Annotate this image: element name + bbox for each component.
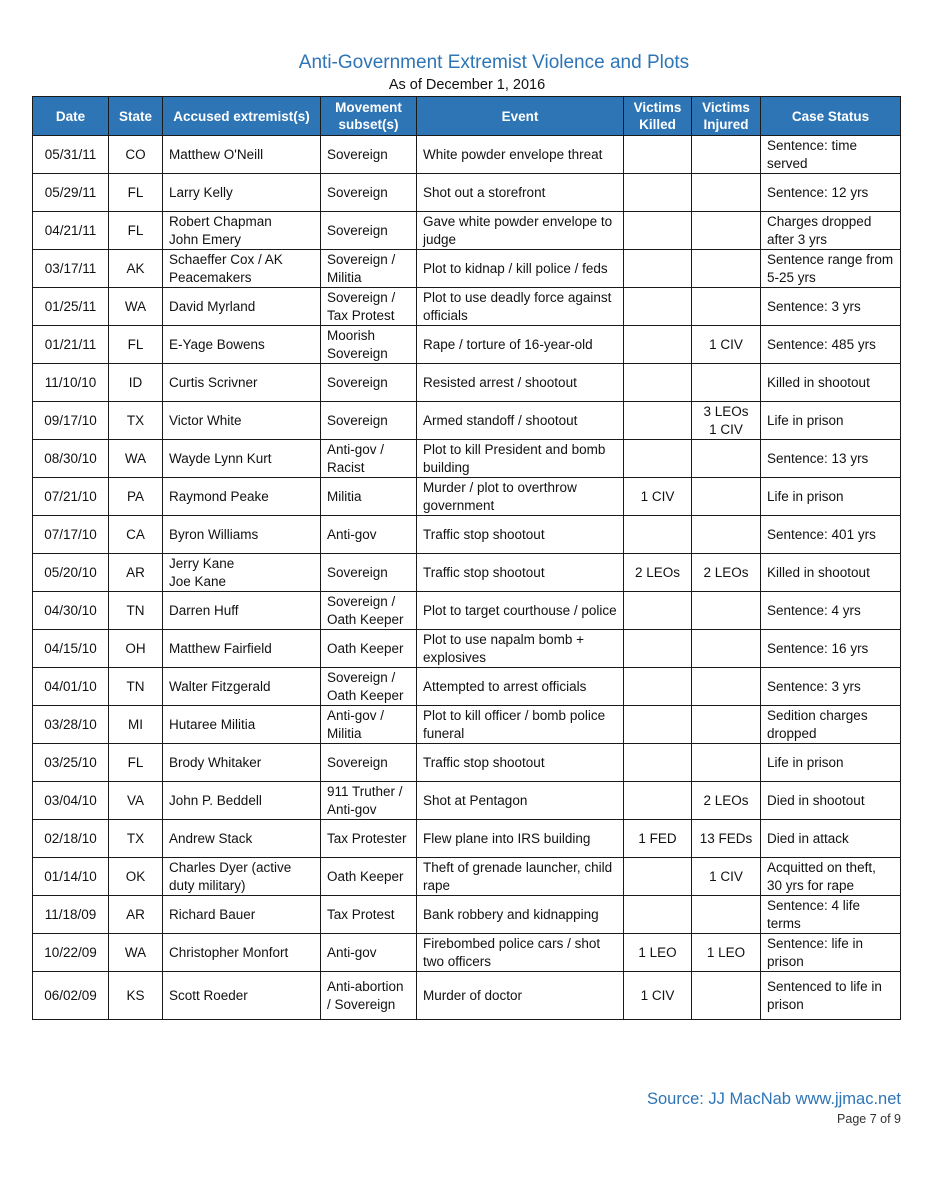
victims-killed-cell: 1 CIV — [624, 478, 692, 516]
victims-killed-cell — [624, 326, 692, 364]
header-date: Date — [33, 97, 109, 136]
victims-killed-cell — [624, 706, 692, 744]
movement-cell: Sovereign / Oath Keeper — [321, 668, 417, 706]
victims-injured-cell: 1 LEO — [692, 934, 761, 972]
victims-injured-cell — [692, 364, 761, 402]
movement-cell: Sovereign — [321, 174, 417, 212]
table-row — [33, 554, 901, 592]
date-cell: 11/10/10 — [33, 364, 109, 402]
state-cell: WA — [109, 440, 163, 478]
state-cell: CA — [109, 516, 163, 554]
state-cell: CO — [109, 136, 163, 174]
movement-cell: Sovereign — [321, 554, 417, 592]
event-cell: Shot out a storefront — [417, 174, 624, 212]
movement-cell: Sovereign — [321, 402, 417, 440]
state-cell: OK — [109, 858, 163, 896]
victims-killed-cell — [624, 630, 692, 668]
table-row — [33, 174, 901, 212]
event-cell: Attempted to arrest officials — [417, 668, 624, 706]
date-cell: 04/21/11 — [33, 212, 109, 250]
event-cell: Traffic stop shootout — [417, 554, 624, 592]
table-row — [33, 934, 901, 972]
state-cell: OH — [109, 630, 163, 668]
accused-cell: Schaeffer Cox / AK Peacemakers — [163, 250, 321, 288]
event-cell: White powder envelope threat — [417, 136, 624, 174]
state-cell: FL — [109, 326, 163, 364]
case-status-cell: Killed in shootout — [761, 554, 901, 592]
state-cell: WA — [109, 288, 163, 326]
movement-cell: Militia — [321, 478, 417, 516]
event-cell: Rape / torture of 16-year-old — [417, 326, 624, 364]
date-cell: 05/29/11 — [33, 174, 109, 212]
event-cell: Theft of grenade launcher, child rape — [417, 858, 624, 896]
document-subtitle: As of December 1, 2016 — [388, 77, 546, 93]
incidents-table — [32, 96, 901, 1020]
victims-killed-cell: 1 FED — [624, 820, 692, 858]
victims-injured-cell — [692, 668, 761, 706]
table-row — [33, 402, 901, 440]
victims-killed-cell — [624, 896, 692, 934]
victims-killed-cell: 1 LEO — [624, 934, 692, 972]
accused-cell: Charles Dyer (active duty military) — [163, 858, 321, 896]
victims-killed-cell — [624, 288, 692, 326]
accused-cell: Victor White — [163, 402, 321, 440]
case-status-cell: Died in attack — [761, 820, 901, 858]
victims-killed-cell: 2 LEOs — [624, 554, 692, 592]
accused-cell: Curtis Scrivner — [163, 364, 321, 402]
header-state: State — [109, 97, 163, 136]
state-cell: ID — [109, 364, 163, 402]
date-cell: 08/30/10 — [33, 440, 109, 478]
movement-cell: Moorish Sovereign — [321, 326, 417, 364]
date-cell: 02/18/10 — [33, 820, 109, 858]
victims-killed-cell — [624, 174, 692, 212]
table-row — [33, 250, 901, 288]
movement-cell: Tax Protester — [321, 820, 417, 858]
case-status-cell: Sentence: 3 yrs — [761, 288, 901, 326]
victims-injured-cell — [692, 136, 761, 174]
victims-injured-cell: 13 FEDs — [692, 820, 761, 858]
accused-cell: Byron Williams — [163, 516, 321, 554]
accused-cell: Jerry Kane Joe Kane — [163, 554, 321, 592]
date-cell: 01/21/11 — [33, 326, 109, 364]
state-cell: PA — [109, 478, 163, 516]
table-row — [33, 820, 901, 858]
movement-cell: Sovereign — [321, 212, 417, 250]
movement-cell: Anti-gov — [321, 516, 417, 554]
event-cell: Plot to kidnap / kill police / feds — [417, 250, 624, 288]
victims-killed-cell — [624, 782, 692, 820]
table-row — [33, 858, 901, 896]
event-cell: Bank robbery and kidnapping — [417, 896, 624, 934]
case-status-cell: Sentence range from 5-25 yrs — [761, 250, 901, 288]
case-status-cell: Life in prison — [761, 402, 901, 440]
state-cell: TN — [109, 668, 163, 706]
accused-cell: David Myrland — [163, 288, 321, 326]
event-cell: Plot to kill officer / bomb police funeral — [417, 706, 624, 744]
movement-cell: Anti-gov / Racist — [321, 440, 417, 478]
movement-cell: 911 Truther / Anti-gov — [321, 782, 417, 820]
table-row — [33, 440, 901, 478]
victims-killed-cell — [624, 136, 692, 174]
table-header-row — [33, 97, 901, 136]
accused-cell: Hutaree Militia — [163, 706, 321, 744]
event-cell: Plot to kill President and bomb building — [417, 440, 624, 478]
movement-cell: Sovereign — [321, 136, 417, 174]
state-cell: FL — [109, 744, 163, 782]
victims-injured-cell — [692, 478, 761, 516]
accused-cell: Matthew Fairfield — [163, 630, 321, 668]
accused-cell: Walter Fitzgerald — [163, 668, 321, 706]
header-event: Event — [417, 97, 624, 136]
victims-killed-cell — [624, 250, 692, 288]
table-row — [33, 744, 901, 782]
victims-killed-cell — [624, 212, 692, 250]
header-victims-killed: Victims Killed — [624, 97, 692, 136]
accused-cell: Darren Huff — [163, 592, 321, 630]
date-cell: 03/25/10 — [33, 744, 109, 782]
date-cell: 01/25/11 — [33, 288, 109, 326]
case-status-cell: Sentence: 3 yrs — [761, 668, 901, 706]
victims-injured-cell — [692, 440, 761, 478]
victims-injured-cell — [692, 288, 761, 326]
accused-cell: Brody Whitaker — [163, 744, 321, 782]
accused-cell: Raymond Peake — [163, 478, 321, 516]
header-accused: Accused extremist(s) — [163, 97, 321, 136]
case-status-cell: Died in shootout — [761, 782, 901, 820]
state-cell: AK — [109, 250, 163, 288]
victims-injured-cell: 1 CIV — [692, 858, 761, 896]
accused-cell: Larry Kelly — [163, 174, 321, 212]
event-cell: Flew plane into IRS building — [417, 820, 624, 858]
victims-injured-cell — [692, 250, 761, 288]
movement-cell: Oath Keeper — [321, 858, 417, 896]
state-cell: VA — [109, 782, 163, 820]
date-cell: 03/04/10 — [33, 782, 109, 820]
table-row — [33, 364, 901, 402]
victims-killed-cell — [624, 402, 692, 440]
victims-killed-cell — [624, 858, 692, 896]
date-cell: 04/15/10 — [33, 630, 109, 668]
victims-injured-cell — [692, 972, 761, 1020]
case-status-cell: Sentence: 16 yrs — [761, 630, 901, 668]
state-cell: TX — [109, 820, 163, 858]
victims-injured-cell — [692, 896, 761, 934]
table-row — [33, 706, 901, 744]
movement-cell: Sovereign — [321, 744, 417, 782]
accused-cell: Richard Bauer — [163, 896, 321, 934]
victims-injured-cell: 2 LEOs — [692, 782, 761, 820]
victims-killed-cell — [624, 592, 692, 630]
accused-cell: E-Yage Bowens — [163, 326, 321, 364]
movement-cell: Anti-gov / Militia — [321, 706, 417, 744]
state-cell: FL — [109, 212, 163, 250]
source-credit: Source: JJ MacNab www.jjmac.net — [646, 1090, 901, 1108]
state-cell: KS — [109, 972, 163, 1020]
state-cell: AR — [109, 896, 163, 934]
event-cell: Gave white powder envelope to judge — [417, 212, 624, 250]
victims-injured-cell — [692, 174, 761, 212]
date-cell: 05/20/10 — [33, 554, 109, 592]
document-title: Anti-Government Extremist Violence and Plots — [298, 52, 690, 73]
header-victims-injured: Victims Injured — [692, 97, 761, 136]
state-cell: AR — [109, 554, 163, 592]
date-cell: 06/02/09 — [33, 972, 109, 1020]
state-cell: FL — [109, 174, 163, 212]
table-row — [33, 592, 901, 630]
event-cell: Firebombed police cars / shot two officers — [417, 934, 624, 972]
date-cell: 04/30/10 — [33, 592, 109, 630]
case-status-cell: Acquitted on theft, 30 yrs for rape — [761, 858, 901, 896]
victims-injured-cell — [692, 744, 761, 782]
table-row — [33, 136, 901, 174]
event-cell: Traffic stop shootout — [417, 516, 624, 554]
table-row — [33, 212, 901, 250]
accused-cell: Matthew O'Neill — [163, 136, 321, 174]
table-row — [33, 782, 901, 820]
event-cell: Shot at Pentagon — [417, 782, 624, 820]
date-cell: 05/31/11 — [33, 136, 109, 174]
accused-cell: Andrew Stack — [163, 820, 321, 858]
date-cell: 07/17/10 — [33, 516, 109, 554]
case-status-cell: Life in prison — [761, 744, 901, 782]
movement-cell: Oath Keeper — [321, 630, 417, 668]
victims-injured-cell — [692, 212, 761, 250]
event-cell: Traffic stop shootout — [417, 744, 624, 782]
event-cell: Plot to target courthouse / police — [417, 592, 624, 630]
table-row — [33, 516, 901, 554]
table-row — [33, 972, 901, 1020]
table-row — [33, 288, 901, 326]
header-movement: Movement subset(s) — [321, 97, 417, 136]
victims-injured-cell — [692, 592, 761, 630]
movement-cell: Anti-gov — [321, 934, 417, 972]
victims-injured-cell: 3 LEOs 1 CIV — [692, 402, 761, 440]
case-status-cell: Killed in shootout — [761, 364, 901, 402]
case-status-cell: Sentence: 4 yrs — [761, 592, 901, 630]
case-status-cell: Sentence: life in prison — [761, 934, 901, 972]
event-cell: Murder / plot to overthrow government — [417, 478, 624, 516]
victims-injured-cell — [692, 516, 761, 554]
accused-cell: Wayde Lynn Kurt — [163, 440, 321, 478]
date-cell: 09/17/10 — [33, 402, 109, 440]
movement-cell: Sovereign — [321, 364, 417, 402]
case-status-cell: Life in prison — [761, 478, 901, 516]
victims-injured-cell: 2 LEOs — [692, 554, 761, 592]
event-cell: Plot to use deadly force against officials — [417, 288, 624, 326]
victims-killed-cell — [624, 440, 692, 478]
event-cell: Murder of doctor — [417, 972, 624, 1020]
state-cell: TN — [109, 592, 163, 630]
case-status-cell: Sentence: 4 life terms — [761, 896, 901, 934]
table-body — [33, 136, 901, 1020]
state-cell: TX — [109, 402, 163, 440]
table-row — [33, 896, 901, 934]
case-status-cell: Sentenced to life in prison — [761, 972, 901, 1020]
date-cell: 01/14/10 — [33, 858, 109, 896]
victims-killed-cell — [624, 516, 692, 554]
movement-cell: Sovereign / Militia — [321, 250, 417, 288]
case-status-cell: Sedition charges dropped — [761, 706, 901, 744]
table-row — [33, 668, 901, 706]
victims-injured-cell — [692, 630, 761, 668]
case-status-cell: Sentence: 401 yrs — [761, 516, 901, 554]
event-cell: Resisted arrest / shootout — [417, 364, 624, 402]
victims-killed-cell — [624, 744, 692, 782]
case-status-cell: Sentence: 13 yrs — [761, 440, 901, 478]
case-status-cell: Sentence: 12 yrs — [761, 174, 901, 212]
case-status-cell: Sentence: time served — [761, 136, 901, 174]
movement-cell: Sovereign / Tax Protest — [321, 288, 417, 326]
state-cell: MI — [109, 706, 163, 744]
movement-cell: Anti-abortion / Sovereign — [321, 972, 417, 1020]
table-row — [33, 630, 901, 668]
accused-cell: John P. Beddell — [163, 782, 321, 820]
case-status-cell: Sentence: 485 yrs — [761, 326, 901, 364]
accused-cell: Robert Chapman John Emery — [163, 212, 321, 250]
header-case-status: Case Status — [761, 97, 901, 136]
event-cell: Armed standoff / shootout — [417, 402, 624, 440]
date-cell: 03/17/11 — [33, 250, 109, 288]
date-cell: 04/01/10 — [33, 668, 109, 706]
victims-killed-cell: 1 CIV — [624, 972, 692, 1020]
date-cell: 07/21/10 — [33, 478, 109, 516]
case-status-cell: Charges dropped after 3 yrs — [761, 212, 901, 250]
victims-injured-cell: 1 CIV — [692, 326, 761, 364]
victims-killed-cell — [624, 364, 692, 402]
event-cell: Plot to use napalm bomb + explosives — [417, 630, 624, 668]
victims-killed-cell — [624, 668, 692, 706]
date-cell: 03/28/10 — [33, 706, 109, 744]
accused-cell: Scott Roeder — [163, 972, 321, 1020]
movement-cell: Sovereign / Oath Keeper — [321, 592, 417, 630]
state-cell: WA — [109, 934, 163, 972]
victims-injured-cell — [692, 706, 761, 744]
movement-cell: Tax Protest — [321, 896, 417, 934]
page-number: Page 7 of 9 — [837, 1112, 901, 1126]
accused-cell: Christopher Monfort — [163, 934, 321, 972]
table-row — [33, 478, 901, 516]
table-row — [33, 326, 901, 364]
date-cell: 11/18/09 — [33, 896, 109, 934]
date-cell: 10/22/09 — [33, 934, 109, 972]
